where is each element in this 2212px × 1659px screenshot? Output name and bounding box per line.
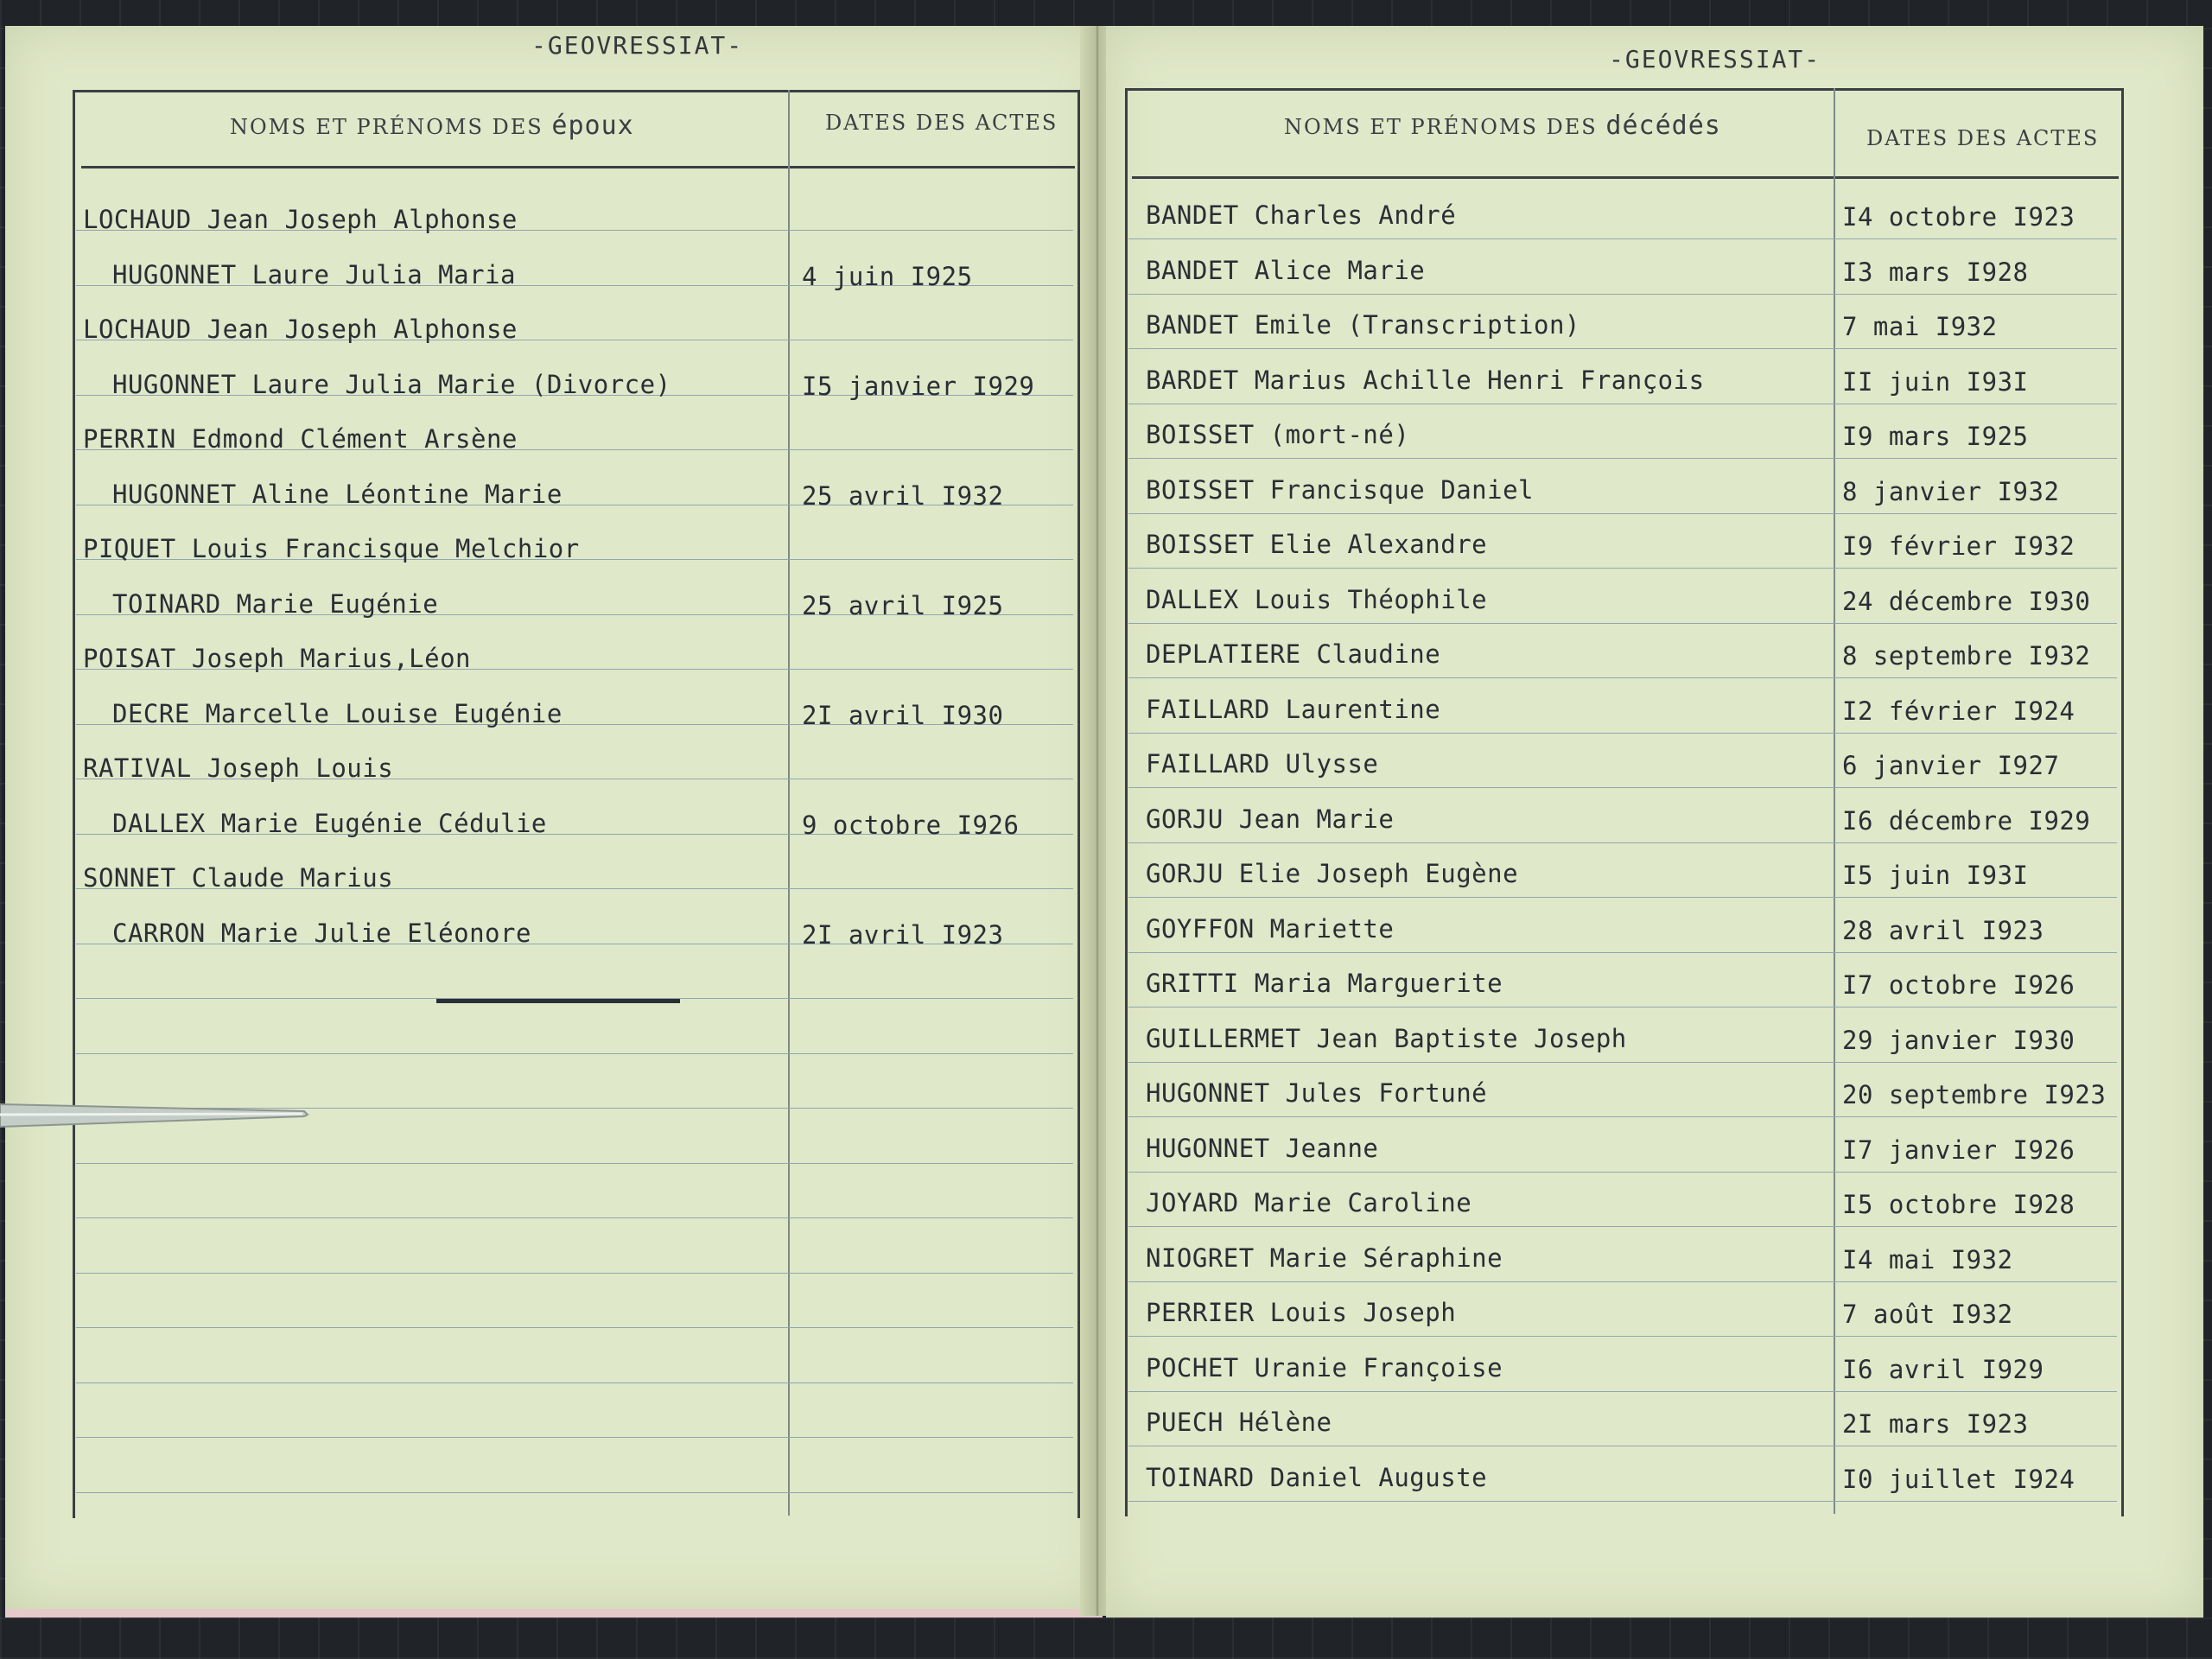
right-entry-date: I5 octobre I928: [1842, 1190, 2075, 1219]
left-names-header-handwritten: époux: [551, 111, 634, 141]
right-names-header-label: NOMS ET PRÉNOMS DES: [1284, 115, 1598, 139]
right-ruled-line: [1128, 1062, 2117, 1063]
right-entry-date: I4 octobre I923: [1842, 202, 2075, 232]
left-entry-date: 9 octobre I926: [802, 810, 1020, 840]
left-names-header: [230, 111, 634, 141]
right-entry-name: HUGONNET Jules Fortuné: [1146, 1078, 1488, 1108]
right-running-head: -GEOVRESSIAT-: [1609, 45, 1821, 73]
right-ruled-line: [1128, 294, 2117, 295]
right-entry-date: I7 janvier I926: [1842, 1135, 2075, 1165]
right-ruled-line: [1128, 842, 2117, 843]
left-entry-date: I5 janvier I929: [802, 371, 1035, 401]
right-entry-name: POCHET Uranie Françoise: [1146, 1352, 1503, 1382]
right-entry-name: FAILLARD Ulysse: [1146, 749, 1379, 779]
right-entry-date: II juin I93I: [1842, 366, 2029, 397]
left-ruled-line: [76, 1492, 1073, 1493]
right-entry-name: BOISSET (mort-né): [1146, 420, 1410, 449]
left-entry-date: 25 avril I925: [802, 590, 1004, 620]
left-names-header-label: NOMS ET PRÉNOMS DES: [230, 115, 543, 139]
left-entry-name: RATIVAL Joseph Louis: [83, 753, 394, 783]
left-ruled-line: [76, 1163, 1073, 1164]
right-entry-name: JOYARD Marie Caroline: [1146, 1188, 1472, 1217]
right-ruled-line: [1128, 1336, 2117, 1337]
right-entry-date: 7 mai I932: [1842, 312, 1998, 341]
right-entry-name: BOISSET Elie Alexandre: [1146, 530, 1488, 559]
left-running-head: -GEOVRESSIAT-: [531, 31, 744, 60]
left-entry-name: POISAT Joseph Marius,Léon: [83, 644, 471, 673]
left-entry-name: LOCHAUD Jean Joseph Alphonse: [83, 205, 518, 234]
right-ruled-line: [1128, 677, 2117, 678]
left-entry-name: SONNET Claude Marius: [83, 863, 394, 893]
right-entry-name: BARDET Marius Achille Henri François: [1146, 365, 1705, 395]
right-entry-date: I6 décembre I929: [1842, 805, 2091, 836]
right-ruled-line: [1128, 787, 2117, 788]
right-entry-date: I9 mars I925: [1842, 422, 2029, 451]
right-entry-name: NIOGRET Marie Séraphine: [1146, 1243, 1503, 1273]
right-entry-name: GORJU Elie Joseph Eugène: [1146, 859, 1519, 888]
right-ruled-line: [1128, 1391, 2117, 1392]
right-entry-date: 6 janvier I927: [1842, 751, 2060, 780]
right-entry-date: 20 septembre I923: [1842, 1080, 2107, 1109]
left-entry-name: DALLEX Marie Eugénie Cédulie: [112, 808, 547, 838]
right-entry-date: I5 juin I93I: [1842, 861, 2029, 890]
left-ruled-line: [76, 1327, 1073, 1328]
left-entry-name: PIQUET Louis Francisque Melchior: [83, 534, 580, 563]
right-ruled-line: [1128, 1281, 2117, 1282]
left-column-divider: [788, 90, 790, 1516]
right-entry-name: DALLEX Louis Théophile: [1146, 584, 1488, 614]
right-entry-name: GRITTI Maria Marguerite: [1146, 969, 1503, 998]
right-entry-date: I4 mai I932: [1842, 1244, 2013, 1274]
left-entry-name: DECRE Marcelle Louise Eugénie: [112, 698, 563, 728]
right-entry-name: GORJU Jean Marie: [1146, 804, 1395, 834]
left-entry-name: HUGONNET Laure Julia Marie (Divorce): [112, 369, 671, 399]
left-ruled-line: [76, 1273, 1073, 1274]
right-entry-name: BANDET Emile (Transcription): [1146, 310, 1580, 340]
right-ruled-line: [1128, 513, 2117, 514]
left-entry-date: 2I avril I930: [802, 700, 1004, 730]
right-entry-date: 29 janvier I930: [1842, 1025, 2075, 1055]
left-entry-date: 4 juin I925: [802, 261, 973, 291]
left-entry-date: 2I avril I923: [802, 919, 1004, 950]
left-register-grid: [73, 90, 1080, 1518]
left-ruled-line: [76, 1217, 1073, 1218]
right-ruled-line: [1128, 1172, 2117, 1173]
right-entry-date: I7 octobre I926: [1842, 970, 2075, 1000]
right-ruled-line: [1128, 733, 2117, 734]
right-entry-date: I9 février I932: [1842, 531, 2075, 561]
right-ruled-line: [1128, 1501, 2117, 1502]
right-entry-date: 7 août I932: [1842, 1300, 2013, 1329]
right-entry-name: GUILLERMET Jean Baptiste Joseph: [1146, 1023, 1627, 1053]
left-entry-name: TOINARD Marie Eugénie: [112, 588, 439, 619]
right-entry-date: 2I mars I923: [1842, 1409, 2029, 1439]
right-entry-date: 28 avril I923: [1842, 915, 2044, 945]
right-entry-name: TOINARD Daniel Auguste: [1146, 1462, 1488, 1492]
right-entry-date: 8 janvier I932: [1842, 476, 2060, 506]
right-entry-name: GOYFFON Mariette: [1146, 913, 1395, 944]
right-ruled-line: [1128, 897, 2117, 898]
right-entry-date: 24 décembre I930: [1842, 586, 2091, 616]
left-ruled-line: [76, 1382, 1073, 1383]
right-ruled-line: [1128, 623, 2117, 624]
right-header-rule: [1132, 176, 2119, 179]
right-entry-name: PERRIER Louis Joseph: [1146, 1298, 1457, 1327]
right-entry-name: DEPLATIERE Claudine: [1146, 639, 1441, 669]
right-ruled-line: [1128, 568, 2117, 569]
right-entry-date: I0 juillet I924: [1842, 1464, 2075, 1494]
right-entry-name: BANDET Alice Marie: [1146, 255, 1426, 285]
left-entry-name: HUGONNET Laure Julia Maria: [112, 259, 516, 289]
right-ruled-line: [1128, 458, 2117, 459]
pointer-tool: [0, 1097, 311, 1132]
right-names-header: [1284, 111, 1721, 141]
right-ruled-line: [1128, 348, 2117, 349]
left-ruled-line: [76, 1437, 1073, 1438]
right-entry-name: BOISSET Francisque Daniel: [1146, 474, 1534, 505]
left-entry-name: LOCHAUD Jean Joseph Alphonse: [83, 315, 518, 344]
right-entry-date: I2 février I924: [1842, 696, 2075, 726]
left-entry-name: HUGONNET Aline Léontine Marie: [112, 479, 563, 509]
left-ruled-line: [76, 1053, 1073, 1054]
left-dates-header: DATES DES ACTES: [825, 111, 1058, 135]
closing-rule: [436, 999, 680, 1003]
right-entry-name: FAILLARD Laurentine: [1146, 694, 1441, 724]
left-header-rule: [81, 166, 1075, 168]
right-ruled-line: [1128, 952, 2117, 953]
right-names-header-handwritten: décédés: [1605, 111, 1721, 141]
right-entry-date: I6 avril I929: [1842, 1354, 2044, 1384]
right-entry-name: BANDET Charles André: [1146, 200, 1457, 230]
left-entry-name: CARRON Marie Julie Eléonore: [112, 918, 531, 948]
right-entry-name: HUGONNET Jeanne: [1146, 1133, 1379, 1163]
right-column-divider: [1834, 88, 1835, 1514]
right-dates-header: DATES DES ACTES: [1866, 126, 2100, 150]
right-ruled-line: [1128, 1226, 2117, 1227]
right-entry-date: 8 septembre I932: [1842, 641, 2091, 671]
left-entry-name: PERRIN Edmond Clément Arsène: [83, 424, 518, 454]
right-ruled-line: [1128, 238, 2117, 239]
right-entry-name: PUECH Hélène: [1146, 1408, 1332, 1437]
right-ruled-line: [1128, 1116, 2117, 1117]
right-entry-date: I3 mars I928: [1842, 257, 2029, 287]
left-entry-date: 25 avril I932: [802, 480, 1004, 511]
